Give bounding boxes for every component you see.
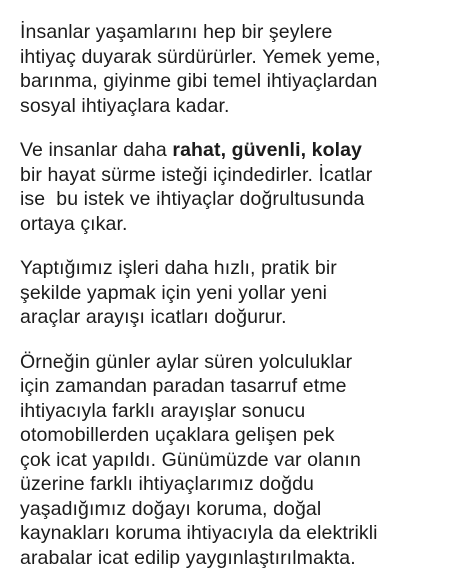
- text-line: otomobillerden uçaklara gelişen pek: [20, 424, 335, 446]
- text-line: araçlar arayışı icatları doğurur.: [20, 306, 287, 328]
- text-segment: Ve insanlar daha: [20, 139, 173, 161]
- text-line: İnsanlar yaşamlarını hep bir şeylere: [20, 21, 333, 43]
- text-line: barınma, giyinme gibi temel ihtiyaçlardan: [20, 70, 378, 92]
- text-line: çok icat yapıldı. Günümüzde var olanın: [20, 448, 361, 471]
- text-line: ihtiyacıyla farklı arayışlar sonucu: [20, 399, 306, 422]
- text-line: kaynakları koruma ihtiyacıyla da elektrikli: [20, 522, 378, 544]
- text-line: ise bu istek ve ihtiyaçlar doğrultusunda: [20, 188, 365, 210]
- text-line: için zamandan paradan tasarruf etme: [20, 375, 347, 397]
- bold-emphasis: rahat, güvenli, kolay: [172, 139, 362, 161]
- paragraph-4: [20, 350, 462, 571]
- text-line: ortaya çıkar.: [20, 212, 128, 235]
- text-line: bir hayat sürme isteği içindedirler. İcatlar: [20, 163, 373, 186]
- text-line: Örneğin günler aylar süren yolculuklar: [20, 350, 353, 373]
- paragraph-2: [20, 138, 462, 236]
- text-line: [20, 138, 462, 163]
- text-line: şekilde yapmak için yeni yollar yeni: [20, 281, 328, 304]
- paragraph-3: [20, 256, 462, 330]
- text-line: sosyal ihtiyaçlara kadar.: [20, 94, 230, 117]
- paragraph-1: [20, 20, 462, 118]
- text-line: Yaptığımız işleri daha hızlı, pratik bir: [20, 257, 337, 279]
- text-line: ihtiyaç duyarak sürdürürler. Yemek yeme,: [20, 45, 381, 68]
- text-line: üzerine farklı ihtiyaçlarımız doğdu: [20, 473, 314, 495]
- text-line: yaşadığımız doğayı koruma, doğal: [20, 497, 322, 520]
- text-line: arabalar icat edilip yaygınlaştırılmakta.: [20, 546, 356, 569]
